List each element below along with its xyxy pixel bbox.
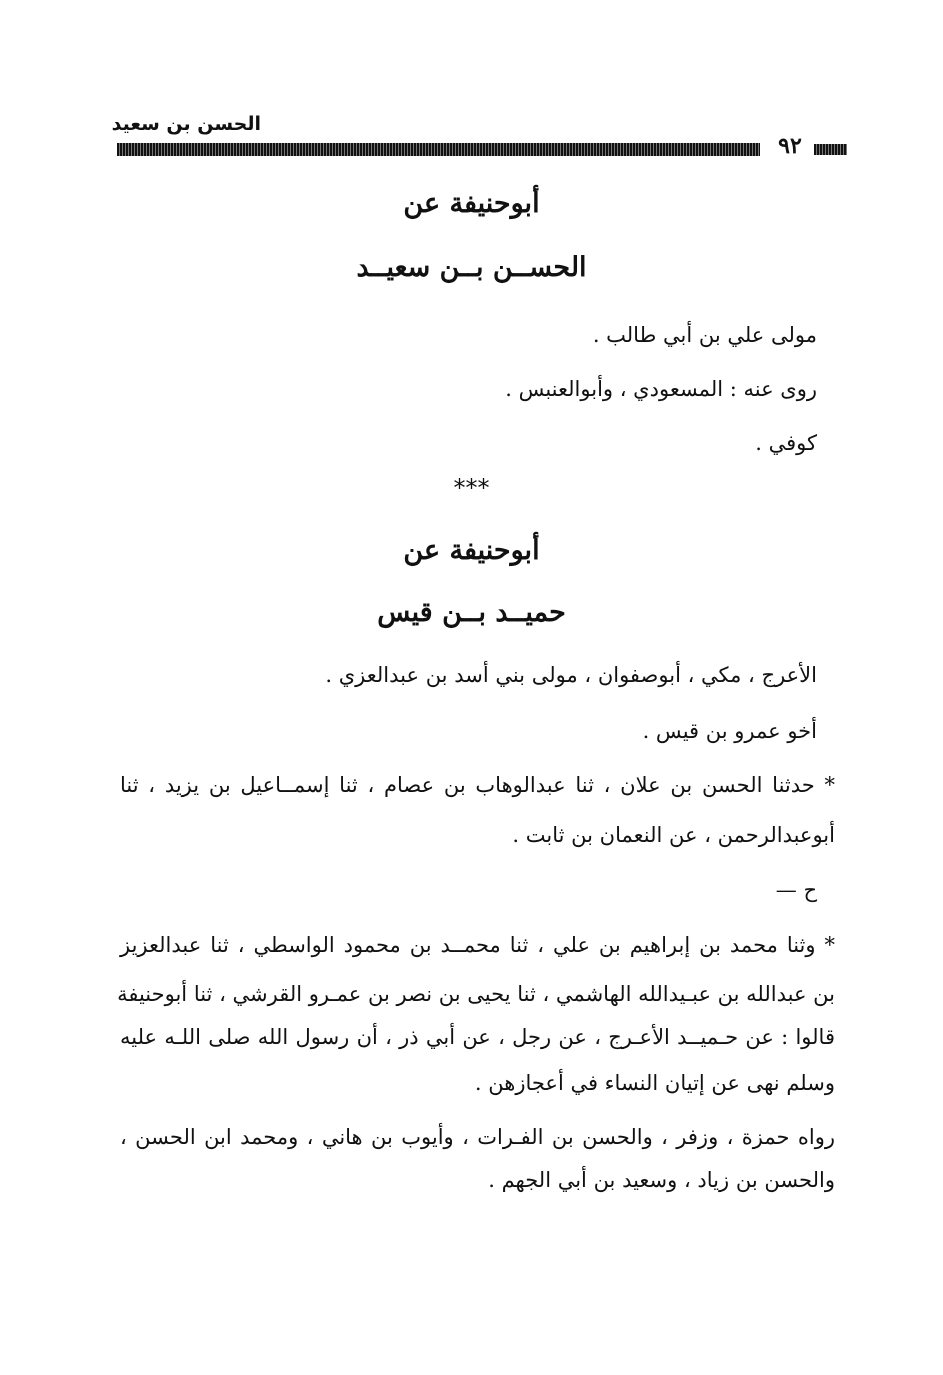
section1-heading-2: الحســن بــن سعيــد (356, 252, 587, 283)
header-rule-left (117, 143, 760, 156)
section2-line-6: * وثنا محمد بن إبراهيم بن علي ، ثنا محمــد بن محمود الواسطي ، ثنا عبدالعزيز (120, 933, 835, 957)
header-rule-right (814, 144, 847, 155)
section2-heading-2: حميــد بــن قيس (377, 597, 566, 628)
section2-line-9: وسلم نهى عن إتيان النساء في أعجازهن . (474, 1071, 835, 1095)
page-number: ٩٢ (778, 133, 802, 159)
tahwil-mark: ح — (775, 878, 817, 902)
section2-line-3: * حدثنا الحسن بن علان ، ثنا عبدالوهاب بن عصام ، ثنا إسمــاعيل بن يزيد ، ثنا (120, 773, 835, 797)
section2-line-2: أخو عمرو بن قيس . (642, 719, 817, 743)
section1-line-2: روى عنه : المسعودي ، وأبوالعنبس . (505, 377, 817, 401)
section1-line-3: كوفي . (755, 431, 817, 455)
section2-line-10: رواه حمزة ، وزفر ، والحسن بن الفـرات ، وأيوب بن هاني ، ومحمد ابن الحسن ، (120, 1125, 835, 1149)
section1-heading-1: أبوحنيفة عن (403, 188, 540, 219)
section2-line-11: والحسن بن زياد ، وسعيد بن أبي الجهم . (488, 1168, 835, 1192)
section-separator: *** (453, 474, 490, 502)
section2-line-8: قالوا : عن حـميــد الأعـرج ، عن رجل ، عن أبي ذر ، أن رسول الله صلى اللـه عليه (120, 1025, 835, 1049)
section1-line-1: مولى علي بن أبي طالب . (592, 323, 817, 347)
section2-line-7: بن عبدالله بن عبـيدالله الهاشمي ، ثنا يحيى بن نصر بن عمـرو القرشي ، ثنا أبوحنيفة (117, 982, 835, 1006)
section2-heading-1: أبوحنيفة عن (403, 535, 540, 566)
section2-line-1: الأعرج ، مكي ، أبوصفوان ، مولى بني أسد بن عبدالعزي . (325, 663, 817, 687)
section2-line-4: أبوعبدالرحمن ، عن النعمان بن ثابت . (512, 823, 835, 847)
running-title: الحسن بن سعيد (111, 113, 261, 135)
